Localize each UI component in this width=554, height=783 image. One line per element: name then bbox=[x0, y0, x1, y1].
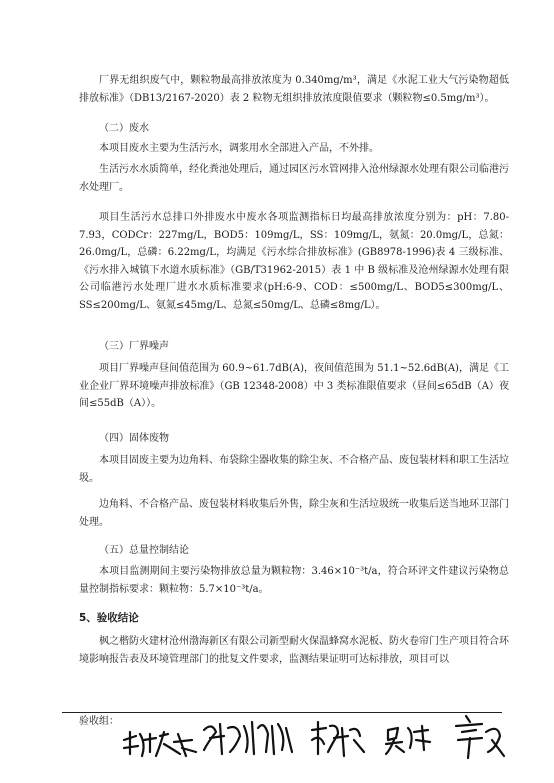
signature-5 bbox=[452, 710, 508, 762]
paragraph-acceptance: 枫之楷防火建材沧州渤海新区有限公司新型耐火保温蜂窝水泥板、防火卷帘门生产项目符合环境影响报告表及环境管理部门的批复文件要求，监测结果证明可达标排放，项目可以 bbox=[79, 636, 509, 665]
paragraph-wastewater-source: 本项目废水主要为生活污水，调浆用水全部进入产品，不外排。 bbox=[99, 143, 379, 154]
paragraph-solid-waste-types: 本项目固废主要为边角料、布袋除尘器收集的除尘灰、不合格产品、废包装材料和职工生活垃圾。 bbox=[79, 455, 509, 484]
footer-divider bbox=[62, 712, 502, 713]
signature-4 bbox=[384, 720, 434, 756]
heading-wastewater: （二）废水 bbox=[99, 123, 149, 134]
paragraph-wastewater-treatment: 生活污水水质简单，经化粪池处理后，通过园区污水管网排入沧州绿源水处理有限公司临港污水处理厂。 bbox=[79, 164, 509, 193]
paragraph-particulate: 厂界无组织废气中，颗粒物最高排放浓度为 0.340mg/m³，满足《水泥工业大气污染物超低排放标准》（DB13/2167-2020）表 2 粒物无组织排放浓度限值要求（颗粒物≤0.5mg/m³）。 bbox=[79, 75, 509, 104]
heading-total-control: （五）总量控制结论 bbox=[99, 545, 189, 556]
signature-2 bbox=[198, 716, 298, 760]
paragraph-wastewater-results: 项目生活污水总排口外排废水中废水各项监测指标日均最高排放浓度分别为：pH：7.80-7.93，CODCr：227mg/L，BOD5：109mg/L，SS：109mg/L，氨氮：20.0mg/L，总氮：26.0mg/L，总磷：6.22mg/L，均满足《污水综合排放标准》(GB8978-1996)表 4 三级标准、《污水排入城镇下水道水质标准》（GB/T31962-2015）表 1 中 B 级标准及沧州绿源水处理有限公司临港污水处理厂进水水质标准要求(pH:6-9、COD：≤500mg/L、BOD5≤300mg/L、SS≤200mg/L、氨氮≤45mg/L、总氮≤50mg/L、总磷≤8mg/L）。 bbox=[79, 212, 509, 311]
heading-solid-waste: （四）固体废物 bbox=[99, 433, 169, 444]
heading-noise: （三）厂界噪声 bbox=[99, 341, 169, 352]
paragraph-solid-waste-disposal: 边角料、不合格产品、废包装材料收集后外售，除尘灰和生活垃圾统一收集后送当地环卫部门处理。 bbox=[79, 499, 509, 528]
acceptance-group-label: 验收组： bbox=[79, 716, 119, 727]
paragraph-total-control: 本项目监测期间主要污染物排放总量为颗粒物：3.46×10⁻³t/a，符合环评文件建议污染物总量控制指标要求：颗粒物：5.7×10⁻³t/a。 bbox=[79, 566, 509, 595]
signature-3 bbox=[308, 718, 368, 760]
signature-1 bbox=[120, 726, 200, 762]
paragraph-noise: 项目厂界噪声昼间值范围为 60.9~61.7dB(A)，夜间值范围为 51.1~52.6dB(A)，满足《工业企业厂界环境噪声排放标准》（GB 12348-2008）中 3 类标准限值要求（昼间≤65dB（A）夜间≤55dB（A））。 bbox=[79, 363, 509, 409]
section-acceptance-conclusion: 5、验收结论 bbox=[79, 612, 139, 624]
